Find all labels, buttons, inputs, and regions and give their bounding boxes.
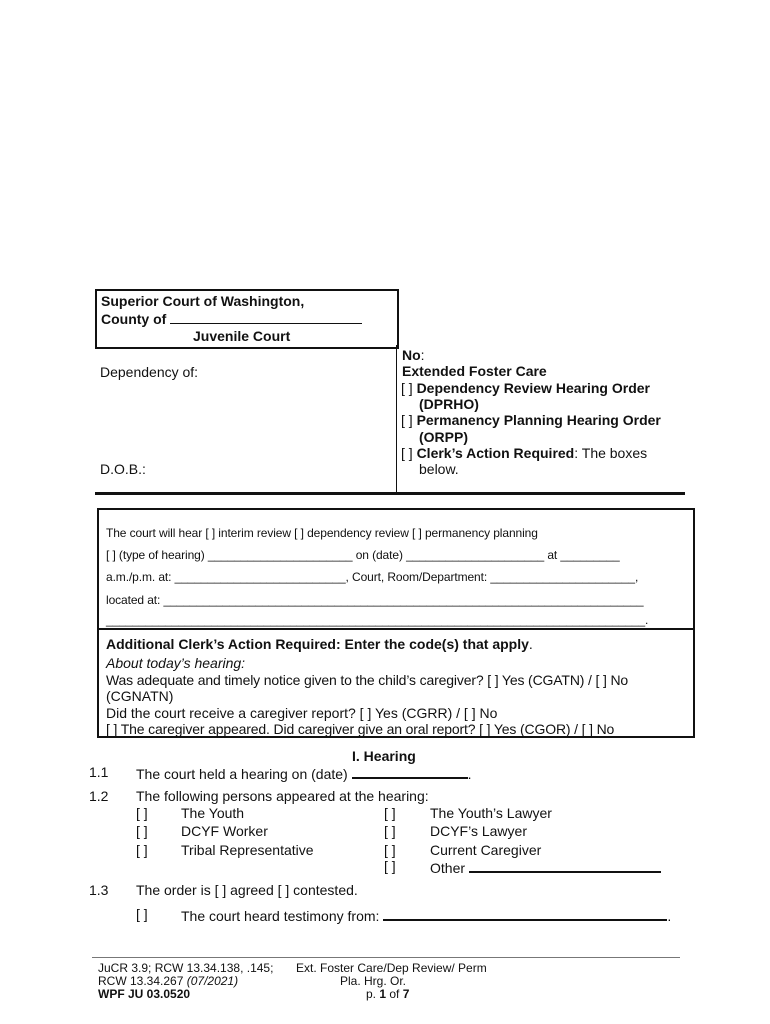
clerk-action-label: Clerk’s Action Required: [416, 445, 575, 461]
other-person-blank[interactable]: [469, 858, 661, 873]
other-person-line: [430, 858, 661, 877]
footer-rule: [92, 957, 680, 958]
page-number: 1: [379, 987, 387, 1001]
person-label: The Youth: [181, 805, 245, 821]
dependency-label: Dependency of:: [100, 364, 199, 380]
notice-line-3: a.m./p.m. at: __________________________, Court, Room/Department: ______________________,: [106, 570, 639, 584]
hearing-date-blank[interactable]: [352, 764, 468, 779]
checkbox[interactable]: [ ]: [384, 858, 396, 874]
footer-form-title: Ext. Foster Care/Dep Review/ Perm: [296, 961, 487, 975]
section-number: 1.2: [89, 788, 109, 804]
footer-citation-2: [98, 974, 238, 988]
about-hearing-label: About today’s hearing:: [106, 655, 246, 671]
notice-question-1[interactable]: Was adequate and timely notice given to the child’s caregiver? [ ] Yes (CGATN) / [ ] No: [106, 672, 629, 688]
option-dprho[interactable]: [401, 380, 650, 397]
county-label: County of: [101, 311, 167, 327]
case-number-colon: :: [420, 347, 425, 363]
person-label: The Youth’s Lawyer: [430, 805, 552, 821]
period: .: [467, 766, 472, 782]
caption-rule: [95, 492, 685, 495]
order-agreed-contested[interactable]: The order is [ ] agreed [ ] contested.: [136, 882, 358, 898]
page-of: of: [386, 987, 403, 1001]
division-label: Juvenile Court: [193, 328, 291, 344]
notice-question-3[interactable]: [ ] The caregiver appeared. Did caregiver give an oral report? [ ] Yes (CGOR) / [ ] No: [106, 721, 615, 737]
checkbox[interactable]: [ ]: [136, 906, 148, 922]
footer-form-title-2: Pla. Hrg. Or.: [340, 974, 407, 988]
option-orpp[interactable]: [401, 412, 661, 429]
checkbox[interactable]: [ ]: [384, 842, 396, 858]
section-number: 1.1: [89, 764, 109, 780]
checkbox[interactable]: [ ]: [136, 842, 148, 858]
notice-separator: [99, 628, 693, 630]
clerk-action-text: : The boxes: [574, 445, 648, 461]
notice-line-5: __________________________________________________________________________________.: [106, 613, 649, 627]
person-label: DCYF Worker: [181, 823, 268, 839]
person-label: Tribal Representative: [181, 842, 314, 858]
page-prefix: p.: [366, 987, 380, 1001]
dob-label: D.O.B.:: [100, 461, 146, 477]
person-label: Other: [430, 860, 466, 876]
page-indicator: [366, 987, 409, 1001]
case-number-label: No: [402, 347, 421, 363]
case-number-line: [402, 347, 425, 364]
clerk-action-text-cont: below.: [419, 461, 459, 477]
clerk-codes-heading-text: Additional Clerk’s Action Required: Enter the code(s) that apply: [106, 636, 529, 652]
section-title: I. Hearing: [352, 748, 416, 764]
notice-line-4: located at: _________________________________________________________________________: [106, 593, 644, 607]
footer-citation-1: JuCR 3.9; RCW 13.34.138, .145;: [98, 961, 274, 975]
hearing-date-line: [136, 764, 471, 783]
option-label: Permanency Planning Hearing Order: [416, 412, 661, 428]
checkbox[interactable]: [ ]: [384, 823, 396, 839]
court-name: Superior Court of Washington,: [101, 293, 305, 309]
testimony-blank[interactable]: [383, 906, 667, 921]
caption-divider: [396, 345, 397, 493]
clerk-codes-heading: [106, 636, 533, 653]
notice-line-2: [ ] (type of hearing) ______________________ on (date) _____________________ at _________: [106, 548, 620, 562]
footer-citation-text: RCW 13.34.267: [98, 974, 187, 988]
notice-line-1: The court will hear [ ] interim review [ ] dependency review [ ] permanency planning: [106, 526, 538, 540]
testimony-line: [181, 906, 671, 925]
document-title: Extended Foster Care: [402, 363, 547, 379]
form-number: WPF JU 03.0520: [98, 987, 191, 1001]
period: .: [667, 908, 672, 924]
checkbox[interactable]: [ ]: [384, 805, 396, 821]
clerk-action-option[interactable]: [401, 445, 647, 462]
checkbox[interactable]: [ ]: [401, 380, 413, 396]
checkbox[interactable]: [ ]: [401, 445, 413, 461]
clerk-codes-heading-end: .: [528, 636, 533, 652]
checkbox[interactable]: [ ]: [136, 823, 148, 839]
option-code: (ORPP): [419, 429, 468, 445]
person-label: Current Caregiver: [430, 842, 542, 858]
county-blank[interactable]: [170, 310, 362, 324]
person-label: DCYF’s Lawyer: [430, 823, 527, 839]
section-number: 1.3: [89, 882, 109, 898]
persons-appeared-label: The following persons appeared at the hearing:: [136, 788, 429, 804]
county-line: [101, 310, 362, 328]
checkbox[interactable]: [ ]: [136, 805, 148, 821]
notice-question-2[interactable]: Did the court receive a caregiver report? [ ] Yes (CGRR) / [ ] No: [106, 705, 498, 721]
option-label: Dependency Review Hearing Order: [416, 380, 650, 396]
notice-question-1-code: (CGNATN): [106, 688, 174, 704]
hearing-date-label: The court held a hearing on (date): [136, 766, 348, 782]
checkbox[interactable]: [ ]: [401, 412, 413, 428]
page-total: 7: [402, 987, 410, 1001]
testimony-label: The court heard testimony from:: [181, 908, 380, 924]
footer-revision-date: (07/2021): [186, 974, 239, 988]
option-code: (DPRHO): [419, 396, 479, 412]
